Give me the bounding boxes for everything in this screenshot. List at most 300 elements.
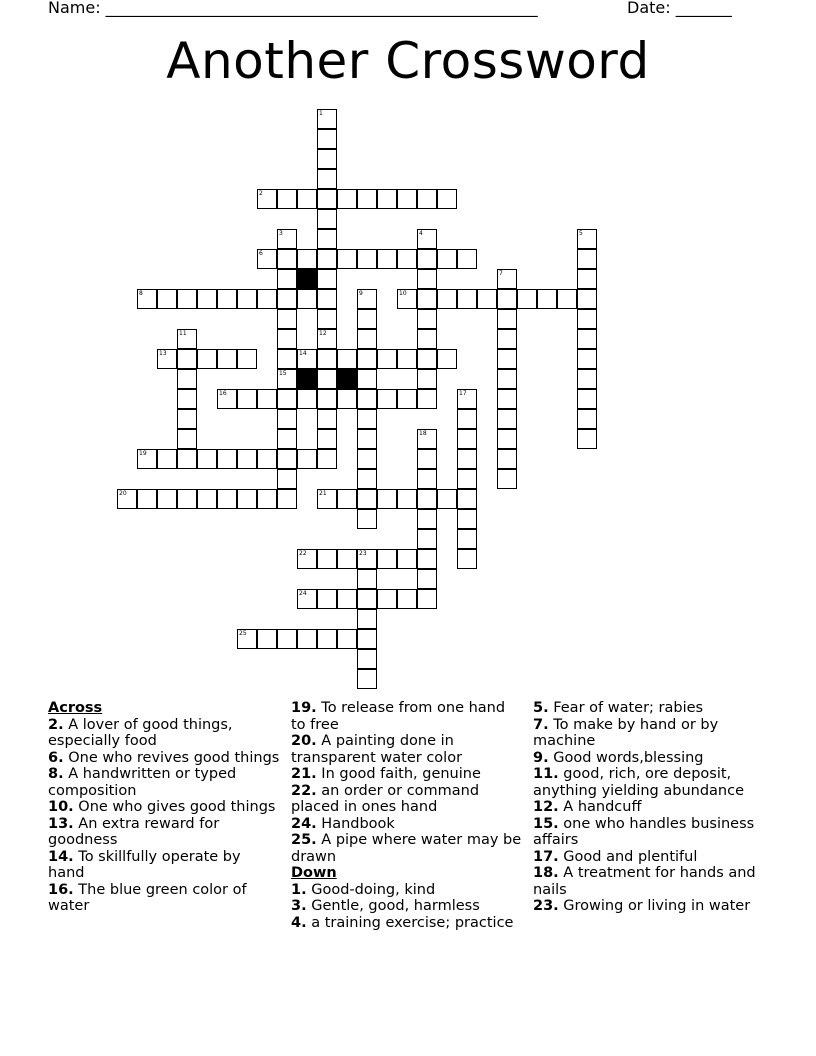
clue-text: To make by hand or by machine bbox=[533, 716, 719, 749]
crossword-cell[interactable] bbox=[397, 349, 417, 369]
crossword-cell[interactable] bbox=[457, 509, 477, 529]
crossword-cell[interactable] bbox=[217, 349, 237, 369]
black-square bbox=[297, 369, 317, 389]
clue-text: Growing or living in water bbox=[558, 898, 751, 914]
clue-number: 13. bbox=[48, 815, 74, 832]
down-clue bbox=[533, 799, 769, 816]
crossword-cell[interactable] bbox=[297, 449, 317, 469]
crossword-cell[interactable] bbox=[497, 309, 517, 329]
crossword-cell[interactable] bbox=[497, 429, 517, 449]
crossword-cell[interactable] bbox=[357, 409, 377, 429]
crossword-cell[interactable] bbox=[457, 289, 477, 309]
crossword-cell[interactable] bbox=[417, 549, 437, 569]
across-clue bbox=[48, 750, 280, 767]
crossword-cell[interactable] bbox=[577, 249, 597, 269]
crossword-cell[interactable] bbox=[317, 409, 337, 429]
clue-number: 6. bbox=[48, 749, 64, 766]
clue-text: One who revives good things bbox=[63, 749, 280, 766]
clue-number: 22. bbox=[291, 782, 317, 799]
crossword-cell[interactable] bbox=[497, 449, 517, 469]
clue-number: 23. bbox=[533, 898, 559, 914]
clue-number: 2. bbox=[48, 716, 64, 733]
cell-number: 12 bbox=[319, 330, 327, 337]
crossword-cell[interactable] bbox=[397, 389, 417, 409]
crossword-cell[interactable] bbox=[357, 449, 377, 469]
clue-number: 18. bbox=[533, 865, 559, 881]
crossword-cell[interactable] bbox=[417, 269, 437, 289]
clue-text: One who gives good things bbox=[73, 799, 276, 815]
across-clue bbox=[48, 766, 280, 799]
crossword-cell[interactable] bbox=[417, 249, 437, 269]
crossword-cell[interactable] bbox=[557, 289, 577, 309]
crossword-cell[interactable] bbox=[177, 389, 197, 409]
crossword-cell[interactable] bbox=[357, 649, 377, 669]
crossword-cell[interactable] bbox=[497, 469, 517, 489]
crossword-cell[interactable] bbox=[357, 189, 377, 209]
crossword-cell[interactable] bbox=[397, 589, 417, 609]
crossword-cell[interactable] bbox=[237, 389, 257, 409]
crossword-cell[interactable] bbox=[497, 369, 517, 389]
crossword-cell[interactable] bbox=[357, 629, 377, 649]
crossword-cell[interactable] bbox=[317, 629, 337, 649]
crossword-cell[interactable] bbox=[317, 249, 337, 269]
crossword-cell[interactable] bbox=[577, 349, 597, 369]
crossword-cell[interactable] bbox=[497, 289, 517, 309]
crossword-cell[interactable] bbox=[577, 289, 597, 309]
clue-text: Good and plentiful bbox=[558, 848, 698, 865]
crossword-cell[interactable] bbox=[417, 389, 437, 409]
crossword-cell[interactable] bbox=[357, 569, 377, 589]
crossword-cell[interactable] bbox=[377, 389, 397, 409]
crossword-cell[interactable] bbox=[377, 189, 397, 209]
crossword-cell[interactable] bbox=[437, 349, 457, 369]
crossword-cell[interactable] bbox=[297, 629, 317, 649]
crossword-cell[interactable] bbox=[337, 549, 357, 569]
crossword-cell[interactable] bbox=[217, 389, 237, 409]
crossword-cell[interactable] bbox=[257, 489, 277, 509]
crossword-cell[interactable] bbox=[317, 389, 337, 409]
crossword-cell[interactable] bbox=[577, 429, 597, 449]
date-field[interactable]: Date: _______ bbox=[627, 0, 732, 17]
crossword-cell[interactable] bbox=[417, 429, 437, 449]
crossword-cell[interactable] bbox=[497, 329, 517, 349]
clue-text: A painting done in transparent water color bbox=[291, 733, 463, 766]
crossword-cell[interactable] bbox=[277, 469, 297, 489]
crossword-cell[interactable] bbox=[357, 489, 377, 509]
crossword-cell[interactable] bbox=[157, 449, 177, 469]
cell-number: 17 bbox=[459, 390, 467, 397]
down-clue bbox=[291, 882, 523, 899]
crossword-cell[interactable] bbox=[257, 189, 277, 209]
across-heading: Across bbox=[48, 700, 103, 716]
cell-number: 2 bbox=[259, 190, 263, 197]
crossword-cell[interactable] bbox=[277, 269, 297, 289]
crossword-cell[interactable] bbox=[297, 389, 317, 409]
crossword-cell[interactable] bbox=[357, 549, 377, 569]
crossword-cell[interactable] bbox=[397, 189, 417, 209]
crossword-cell[interactable] bbox=[337, 249, 357, 269]
crossword-cell[interactable] bbox=[337, 489, 357, 509]
clue-number: 20. bbox=[291, 733, 317, 749]
crossword-cell[interactable] bbox=[377, 489, 397, 509]
crossword-cell[interactable] bbox=[217, 489, 237, 509]
crossword-cell[interactable] bbox=[277, 329, 297, 349]
crossword-cell[interactable] bbox=[317, 449, 337, 469]
crossword-cell[interactable] bbox=[317, 169, 337, 189]
cell-number: 10 bbox=[399, 290, 407, 297]
crossword-cell[interactable] bbox=[337, 389, 357, 409]
crossword-cell[interactable] bbox=[337, 349, 357, 369]
crossword-cell[interactable] bbox=[317, 149, 337, 169]
crossword-cell[interactable] bbox=[497, 389, 517, 409]
clue-text: The blue green color of water bbox=[48, 881, 247, 914]
crossword-cell[interactable] bbox=[357, 669, 377, 689]
crossword-cell[interactable] bbox=[157, 349, 177, 369]
clue-number: 24. bbox=[291, 815, 317, 832]
cell-number: 18 bbox=[419, 430, 427, 437]
crossword-cell[interactable] bbox=[417, 509, 437, 529]
crossword-cell[interactable] bbox=[357, 249, 377, 269]
crossword-cell[interactable] bbox=[317, 129, 337, 149]
clue-text: To skillfully operate by hand bbox=[48, 848, 241, 881]
crossword-cell[interactable] bbox=[177, 369, 197, 389]
crossword-cell[interactable] bbox=[417, 469, 437, 489]
crossword-cell[interactable] bbox=[577, 269, 597, 289]
down-clue bbox=[533, 849, 769, 866]
across-clue bbox=[48, 717, 280, 750]
crossword-cell[interactable] bbox=[437, 489, 457, 509]
crossword-cell[interactable] bbox=[497, 349, 517, 369]
cell-number: 4 bbox=[419, 230, 423, 237]
across-clue bbox=[291, 700, 523, 733]
crossword-cell[interactable] bbox=[277, 289, 297, 309]
crossword-cell[interactable] bbox=[317, 269, 337, 289]
clue-text: an order or command placed in ones hand bbox=[291, 782, 480, 815]
across-clue bbox=[48, 882, 280, 915]
cell-number: 3 bbox=[279, 230, 283, 237]
crossword-cell[interactable] bbox=[417, 349, 437, 369]
crossword-cell[interactable] bbox=[277, 449, 297, 469]
down-clue bbox=[533, 766, 769, 799]
clue-number: 5. bbox=[533, 700, 549, 716]
black-square bbox=[337, 369, 357, 389]
crossword-cell[interactable] bbox=[177, 289, 197, 309]
crossword-cell[interactable] bbox=[517, 289, 537, 309]
crossword-cell[interactable] bbox=[297, 189, 317, 209]
cell-number: 16 bbox=[219, 390, 227, 397]
clue-text: A pipe where water may be drawn bbox=[291, 832, 522, 865]
across-clue bbox=[48, 799, 280, 816]
crossword-cell[interactable] bbox=[337, 189, 357, 209]
clue-number: 25. bbox=[291, 832, 317, 848]
clue-text: Fear of water; rabies bbox=[548, 700, 704, 716]
crossword-cell[interactable] bbox=[417, 309, 437, 329]
crossword-cell[interactable] bbox=[197, 289, 217, 309]
crossword-cell[interactable] bbox=[277, 249, 297, 269]
clue-number: 14. bbox=[48, 848, 74, 865]
clue-number: 16. bbox=[48, 881, 74, 898]
crossword-cell[interactable] bbox=[257, 389, 277, 409]
clue-text: good, rich, ore deposit, anything yielding abundance bbox=[533, 766, 745, 799]
puzzle-title: Another Crossword bbox=[166, 32, 650, 90]
crossword-cell[interactable] bbox=[417, 229, 437, 249]
cell-number: 14 bbox=[299, 350, 307, 357]
crossword-cell[interactable] bbox=[357, 349, 377, 369]
across-clue bbox=[291, 733, 523, 766]
crossword-cell[interactable] bbox=[137, 449, 157, 469]
crossword-cell[interactable] bbox=[177, 489, 197, 509]
crossword-cell[interactable] bbox=[397, 289, 417, 309]
cell-number: 19 bbox=[139, 450, 147, 457]
across-clue bbox=[291, 783, 523, 816]
clue-text: A handcuff bbox=[558, 799, 642, 815]
crossword-cell[interactable] bbox=[257, 629, 277, 649]
crossword-cell[interactable] bbox=[417, 369, 437, 389]
crossword-cell[interactable] bbox=[177, 329, 197, 349]
crossword-cell[interactable] bbox=[137, 489, 157, 509]
crossword-cell[interactable] bbox=[317, 589, 337, 609]
crossword-cell[interactable] bbox=[317, 209, 337, 229]
cell-number: 22 bbox=[299, 550, 307, 557]
crossword-cell[interactable] bbox=[357, 509, 377, 529]
crossword-cell[interactable] bbox=[177, 449, 197, 469]
clue-number: 8. bbox=[48, 766, 64, 782]
cell-number: 9 bbox=[359, 290, 363, 297]
crossword-cell[interactable] bbox=[277, 629, 297, 649]
crossword-cell[interactable] bbox=[177, 349, 197, 369]
cell-number: 20 bbox=[119, 490, 127, 497]
crossword-cell[interactable] bbox=[177, 429, 197, 449]
black-square bbox=[297, 269, 317, 289]
clue-text: A lover of good things, especially food bbox=[48, 716, 233, 749]
clue-text: Gentle, good, harmless bbox=[306, 898, 480, 914]
crossword-cell[interactable] bbox=[337, 629, 357, 649]
crossword-cell[interactable] bbox=[297, 589, 317, 609]
crossword-cell[interactable] bbox=[357, 429, 377, 449]
crossword-cell[interactable] bbox=[257, 449, 277, 469]
crossword-cell[interactable] bbox=[277, 349, 297, 369]
clue-text: An extra reward for goodness bbox=[48, 815, 220, 848]
clues-column-2 bbox=[291, 700, 523, 931]
crossword-cell[interactable] bbox=[357, 309, 377, 329]
crossword-cell[interactable] bbox=[117, 489, 137, 509]
clue-number: 17. bbox=[533, 848, 559, 865]
clues-column-1 bbox=[48, 700, 280, 915]
cell-number: 5 bbox=[579, 230, 583, 237]
clue-number: 12. bbox=[533, 799, 559, 815]
clue-number: 3. bbox=[291, 898, 307, 914]
down-clue bbox=[533, 750, 769, 767]
crossword-cell[interactable] bbox=[277, 229, 297, 249]
crossword-cell[interactable] bbox=[237, 289, 257, 309]
clue-number: 7. bbox=[533, 716, 549, 733]
cell-number: 7 bbox=[499, 270, 503, 277]
crossword-cell[interactable] bbox=[317, 289, 337, 309]
crossword-cell[interactable] bbox=[397, 249, 417, 269]
crossword-cell[interactable] bbox=[357, 289, 377, 309]
crossword-cell[interactable] bbox=[277, 309, 297, 329]
clue-text: A treatment for hands and nails bbox=[533, 865, 756, 898]
crossword-cell[interactable] bbox=[317, 329, 337, 349]
crossword-cell[interactable] bbox=[317, 229, 337, 249]
crossword-cell[interactable] bbox=[357, 469, 377, 489]
down-clue bbox=[533, 898, 769, 915]
cell-number: 15 bbox=[279, 370, 287, 377]
crossword-cell[interactable] bbox=[377, 589, 397, 609]
clue-text: Handbook bbox=[316, 815, 395, 832]
crossword-cell[interactable] bbox=[457, 489, 477, 509]
crossword-cell[interactable] bbox=[297, 549, 317, 569]
crossword-cell[interactable] bbox=[277, 369, 297, 389]
cell-number: 23 bbox=[359, 550, 367, 557]
clue-number: 1. bbox=[291, 881, 307, 898]
across-clue bbox=[291, 766, 523, 783]
down-clue bbox=[291, 915, 523, 932]
crossword-cell[interactable] bbox=[317, 309, 337, 329]
crossword-cell[interactable] bbox=[417, 589, 437, 609]
crossword-cell[interactable] bbox=[277, 409, 297, 429]
crossword-cell[interactable] bbox=[577, 369, 597, 389]
clue-number: 11. bbox=[533, 766, 559, 782]
crossword-cell[interactable] bbox=[457, 429, 477, 449]
down-clue bbox=[533, 700, 769, 717]
clue-text: To release from one hand to free bbox=[291, 700, 506, 733]
clue-number: 19. bbox=[291, 700, 317, 716]
cell-number: 8 bbox=[139, 290, 143, 297]
crossword-cell[interactable] bbox=[257, 289, 277, 309]
crossword-cell[interactable] bbox=[457, 389, 477, 409]
clue-text: Good words,blessing bbox=[548, 749, 704, 766]
clue-number: 21. bbox=[291, 766, 317, 782]
clue-number: 10. bbox=[48, 799, 74, 815]
crossword-cell[interactable] bbox=[297, 349, 317, 369]
clue-text: a training exercise; practice bbox=[306, 914, 514, 931]
crossword-cell[interactable] bbox=[357, 369, 377, 389]
cell-number: 11 bbox=[179, 330, 187, 337]
crossword-cell[interactable] bbox=[377, 349, 397, 369]
crossword-cell[interactable] bbox=[437, 189, 457, 209]
crossword-cell[interactable] bbox=[457, 449, 477, 469]
cell-number: 25 bbox=[239, 630, 247, 637]
crossword-cell[interactable] bbox=[157, 489, 177, 509]
crossword-cell[interactable] bbox=[337, 589, 357, 609]
crossword-cell[interactable] bbox=[237, 489, 257, 509]
cell-number: 1 bbox=[319, 110, 323, 117]
crossword-cell[interactable] bbox=[497, 409, 517, 429]
crossword-cell[interactable] bbox=[417, 289, 437, 309]
crossword-cell[interactable] bbox=[197, 349, 217, 369]
crossword-cell[interactable] bbox=[297, 289, 317, 309]
crossword-cell[interactable] bbox=[377, 549, 397, 569]
crossword-cell[interactable] bbox=[417, 529, 437, 549]
clue-text: one who handles business affairs bbox=[533, 815, 755, 848]
crossword-cell[interactable] bbox=[317, 189, 337, 209]
crossword-cell[interactable] bbox=[417, 569, 437, 589]
crossword-cell[interactable] bbox=[317, 549, 337, 569]
crossword-cell[interactable] bbox=[317, 349, 337, 369]
crossword-cell[interactable] bbox=[457, 529, 477, 549]
crossword-cell[interactable] bbox=[477, 289, 497, 309]
down-heading: Down bbox=[291, 865, 337, 881]
crossword-cell[interactable] bbox=[277, 189, 297, 209]
crossword-cell[interactable] bbox=[577, 309, 597, 329]
clue-number: 9. bbox=[533, 749, 549, 766]
crossword-cell[interactable] bbox=[577, 409, 597, 429]
crossword-cell[interactable] bbox=[357, 389, 377, 409]
crossword-cell[interactable] bbox=[237, 349, 257, 369]
down-clue bbox=[291, 898, 523, 915]
crossword-cell[interactable] bbox=[177, 409, 197, 429]
crossword-cell[interactable] bbox=[437, 289, 457, 309]
crossword-cell[interactable] bbox=[397, 549, 417, 569]
across-clue bbox=[291, 832, 523, 865]
crossword-cell[interactable] bbox=[237, 629, 257, 649]
cell-number: 21 bbox=[319, 490, 327, 497]
down-clue bbox=[533, 816, 769, 849]
crossword-cell[interactable] bbox=[217, 289, 237, 309]
clue-text: In good faith, genuine bbox=[316, 766, 481, 782]
crossword-cell[interactable] bbox=[457, 409, 477, 429]
crossword-cell[interactable] bbox=[237, 449, 257, 469]
cell-number: 24 bbox=[299, 590, 307, 597]
across-clue bbox=[48, 849, 280, 882]
clue-number: 15. bbox=[533, 815, 559, 832]
name-field[interactable]: Name: ______________________________________________________ bbox=[48, 0, 538, 17]
across-clue bbox=[48, 816, 280, 849]
crossword-cell[interactable] bbox=[457, 469, 477, 489]
crossword-cell[interactable] bbox=[417, 189, 437, 209]
crossword-cell[interactable] bbox=[317, 489, 337, 509]
crossword-cell[interactable] bbox=[357, 609, 377, 629]
down-clue bbox=[533, 717, 769, 750]
crossword-cell[interactable] bbox=[297, 249, 317, 269]
crossword-cell[interactable] bbox=[577, 229, 597, 249]
crossword-cell[interactable] bbox=[277, 489, 297, 509]
down-clue bbox=[533, 865, 769, 898]
crossword-cell[interactable] bbox=[457, 249, 477, 269]
crossword-cell[interactable] bbox=[577, 329, 597, 349]
crossword-cell[interactable] bbox=[577, 389, 597, 409]
crossword-cell[interactable] bbox=[377, 249, 397, 269]
crossword-cell[interactable] bbox=[317, 369, 337, 389]
crossword-cell[interactable] bbox=[217, 449, 237, 469]
cell-number: 6 bbox=[259, 250, 263, 257]
crossword-cell[interactable] bbox=[357, 589, 377, 609]
across-clue bbox=[291, 816, 523, 833]
crossword-cell[interactable] bbox=[317, 109, 337, 129]
crossword-cell[interactable] bbox=[417, 449, 437, 469]
crossword-cell[interactable] bbox=[277, 389, 297, 409]
crossword-cell[interactable] bbox=[437, 249, 457, 269]
crossword-cell[interactable] bbox=[137, 289, 157, 309]
crossword-cell[interactable] bbox=[397, 489, 417, 509]
clues-column-3 bbox=[533, 700, 769, 915]
crossword-cell[interactable] bbox=[277, 429, 297, 449]
clue-text: Good-doing, kind bbox=[306, 881, 436, 898]
crossword-cell[interactable] bbox=[417, 489, 437, 509]
crossword-cell[interactable] bbox=[197, 489, 217, 509]
crossword-cell[interactable] bbox=[357, 329, 377, 349]
crossword-cell[interactable] bbox=[257, 249, 277, 269]
clue-number: 4. bbox=[291, 914, 307, 931]
crossword-cell[interactable] bbox=[417, 329, 437, 349]
crossword-cell[interactable] bbox=[497, 269, 517, 289]
crossword-cell[interactable] bbox=[457, 549, 477, 569]
crossword-cell[interactable] bbox=[157, 289, 177, 309]
crossword-cell[interactable] bbox=[317, 429, 337, 449]
crossword-cell[interactable] bbox=[537, 289, 557, 309]
crossword-cell[interactable] bbox=[197, 449, 217, 469]
